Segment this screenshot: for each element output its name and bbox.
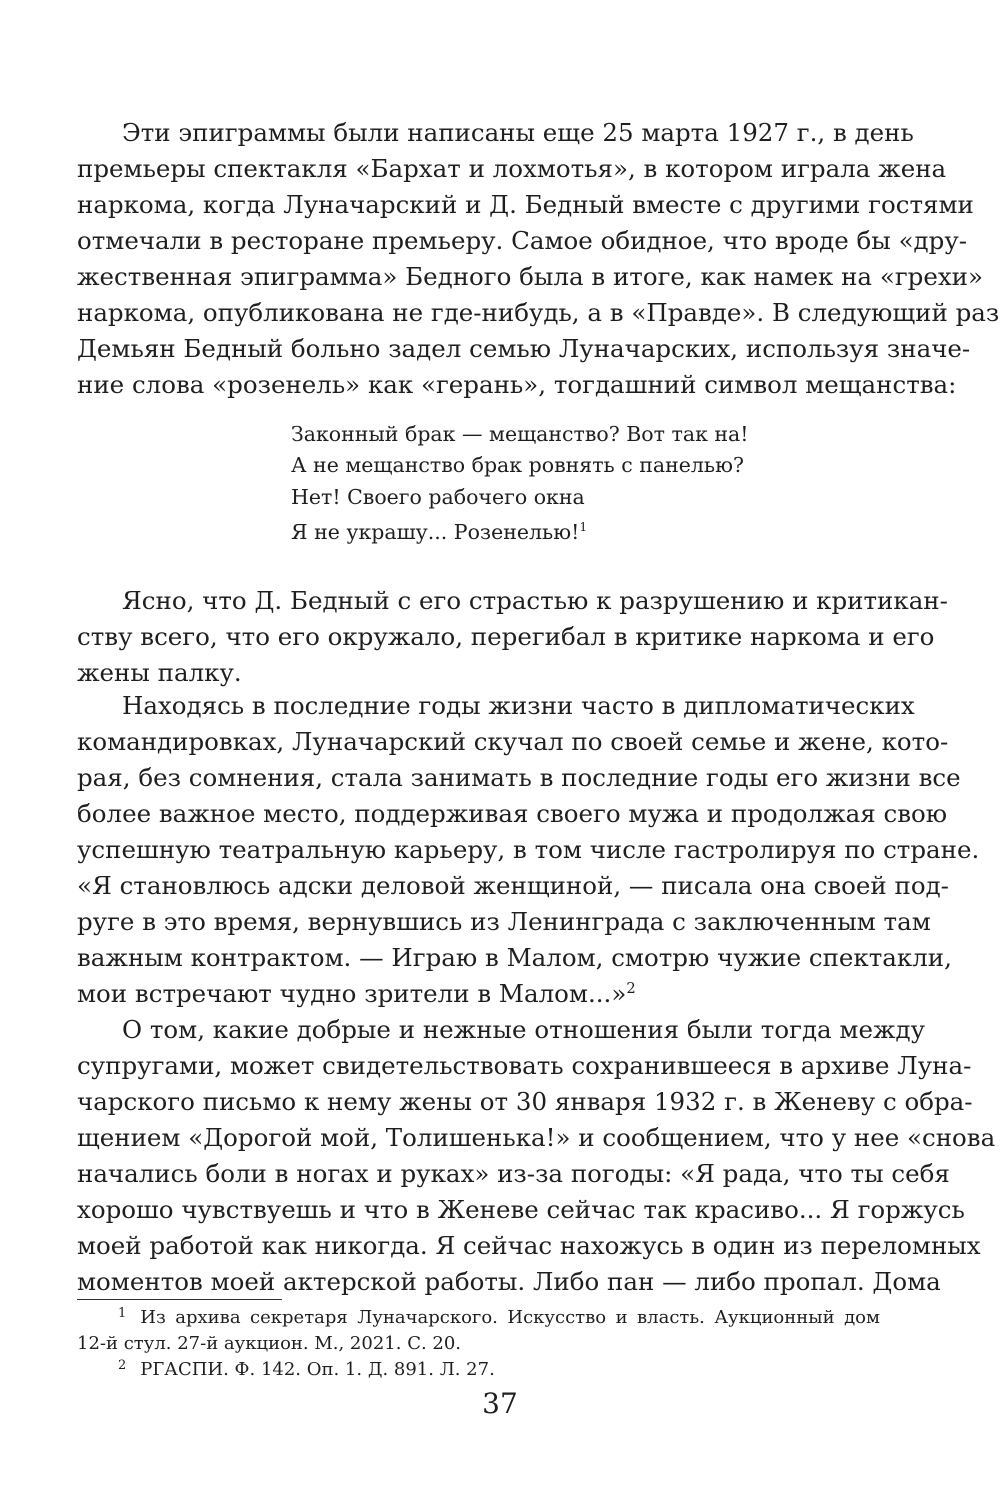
body-line: ству всего, что его окружало, перегибал в критике наркома и его [77, 622, 935, 651]
verse-line: Законный брак — мещанство? Вот так на! [291, 422, 749, 446]
body-line: отмечали в ресторане премьеру. Самое обидное, что вроде бы «дру- [77, 226, 968, 255]
page-number: 37 [482, 1387, 518, 1420]
body-line-last [77, 976, 880, 1012]
body-line: более важное место, поддерживая своего мужа и продолжая свою [77, 799, 948, 828]
footnote-ref-1[interactable]: 1 [579, 520, 588, 535]
body-line: наркома, опубликована не где-нибудь, а в «Правде». В следующий раз [77, 298, 1000, 327]
body-line: начались боли в ногах и руках» из-за погоды: «Я рада, что ты себя [77, 1159, 950, 1188]
body-line: командировках, Луначарский скучал по своей семье и жене, кото- [77, 727, 949, 756]
body-text: мои встречают чудно зрители в Малом...» [77, 979, 627, 1008]
body-line: наркома, когда Луначарский и Д. Бедный вместе с другими гостями [77, 190, 974, 219]
body-line: чарского письмо к нему жены от 30 января 1932 г. в Женеву с обра- [77, 1087, 973, 1116]
footnote-1-cont: 12-й стул. 27-й аукцион. М., 2021. С. 20. [77, 1333, 462, 1354]
body-line: «Я становлюсь адски деловой женщиной, — писала она своей под- [77, 871, 949, 900]
body-line: моей работой как никогда. Я сейчас нахожусь в один из переломных [77, 1231, 981, 1260]
body-line: рая, без сомнения, стала занимать в последние годы его жизни все [77, 763, 961, 792]
body-line: Ясно, что Д. Бедный с его страстью к разрушению и критикан- [122, 586, 948, 615]
body-line: премьеры спектакля «Бархат и лохмотья», в котором играла жена [77, 154, 947, 183]
body-line: важным контрактом. — Играю в Малом, смотрю чужие спектакли, [77, 943, 952, 972]
footnote-2 [118, 1357, 495, 1385]
body-line: О том, какие добрые и нежные отношения были тогда между [122, 1015, 926, 1044]
verse-line: А не мещанство брак ровнять с панелью? [291, 453, 744, 477]
footnote-ref-2[interactable]: 2 [626, 979, 636, 997]
footnote-text: Из архива секретаря Луначарского. Искусство и власть. Аукционный дом [140, 1307, 880, 1328]
verse-line: Нет! Своего рабочего окна [291, 485, 585, 509]
footnote-1 [118, 1305, 880, 1333]
body-line: руге в это время, вернувшись из Ленинграда с заключенным там [77, 907, 931, 936]
body-line: Находясь в последние годы жизни часто в дипломатических [122, 691, 915, 720]
body-line: жественная эпиграмма» Бедного была в итоге, как намек на «грехи» [77, 262, 983, 291]
body-line: хорошо чувствуешь и что в Женеве сейчас так красиво... Я горжусь [77, 1195, 965, 1224]
body-line: моментов моей актерской работы. Либо пан — либо пропал. Дома [77, 1267, 941, 1296]
verse-line-last [291, 517, 587, 547]
body-line: супругами, может свидетельствовать сохранившееся в архиве Луна- [77, 1051, 972, 1080]
body-line: ние слова «розенель» как «герань», тогдашний символ мещанства: [77, 370, 957, 399]
footnote-number: 1 [118, 1306, 127, 1321]
footnote-rule [77, 1299, 282, 1300]
body-line: щением «Дорогой мой, Толишенька!» и сообщением, что у нее «снова [77, 1123, 996, 1152]
body-line: Демьян Бедный больно задел семью Луначарских, используя значе- [77, 334, 971, 363]
footnote-number: 2 [118, 1358, 127, 1373]
body-line: жены палку. [77, 658, 242, 687]
verse-text: Я не украшу... Розенелью! [291, 520, 580, 544]
body-line: Эти эпиграммы были написаны еще 25 марта 1927 г., в день [122, 118, 914, 147]
body-line: успешную театральную карьеру, в том числе гастролируя по стране. [77, 835, 980, 864]
footnote-text: РГАСПИ. Ф. 142. Оп. 1. Д. 891. Л. 27. [140, 1359, 495, 1380]
